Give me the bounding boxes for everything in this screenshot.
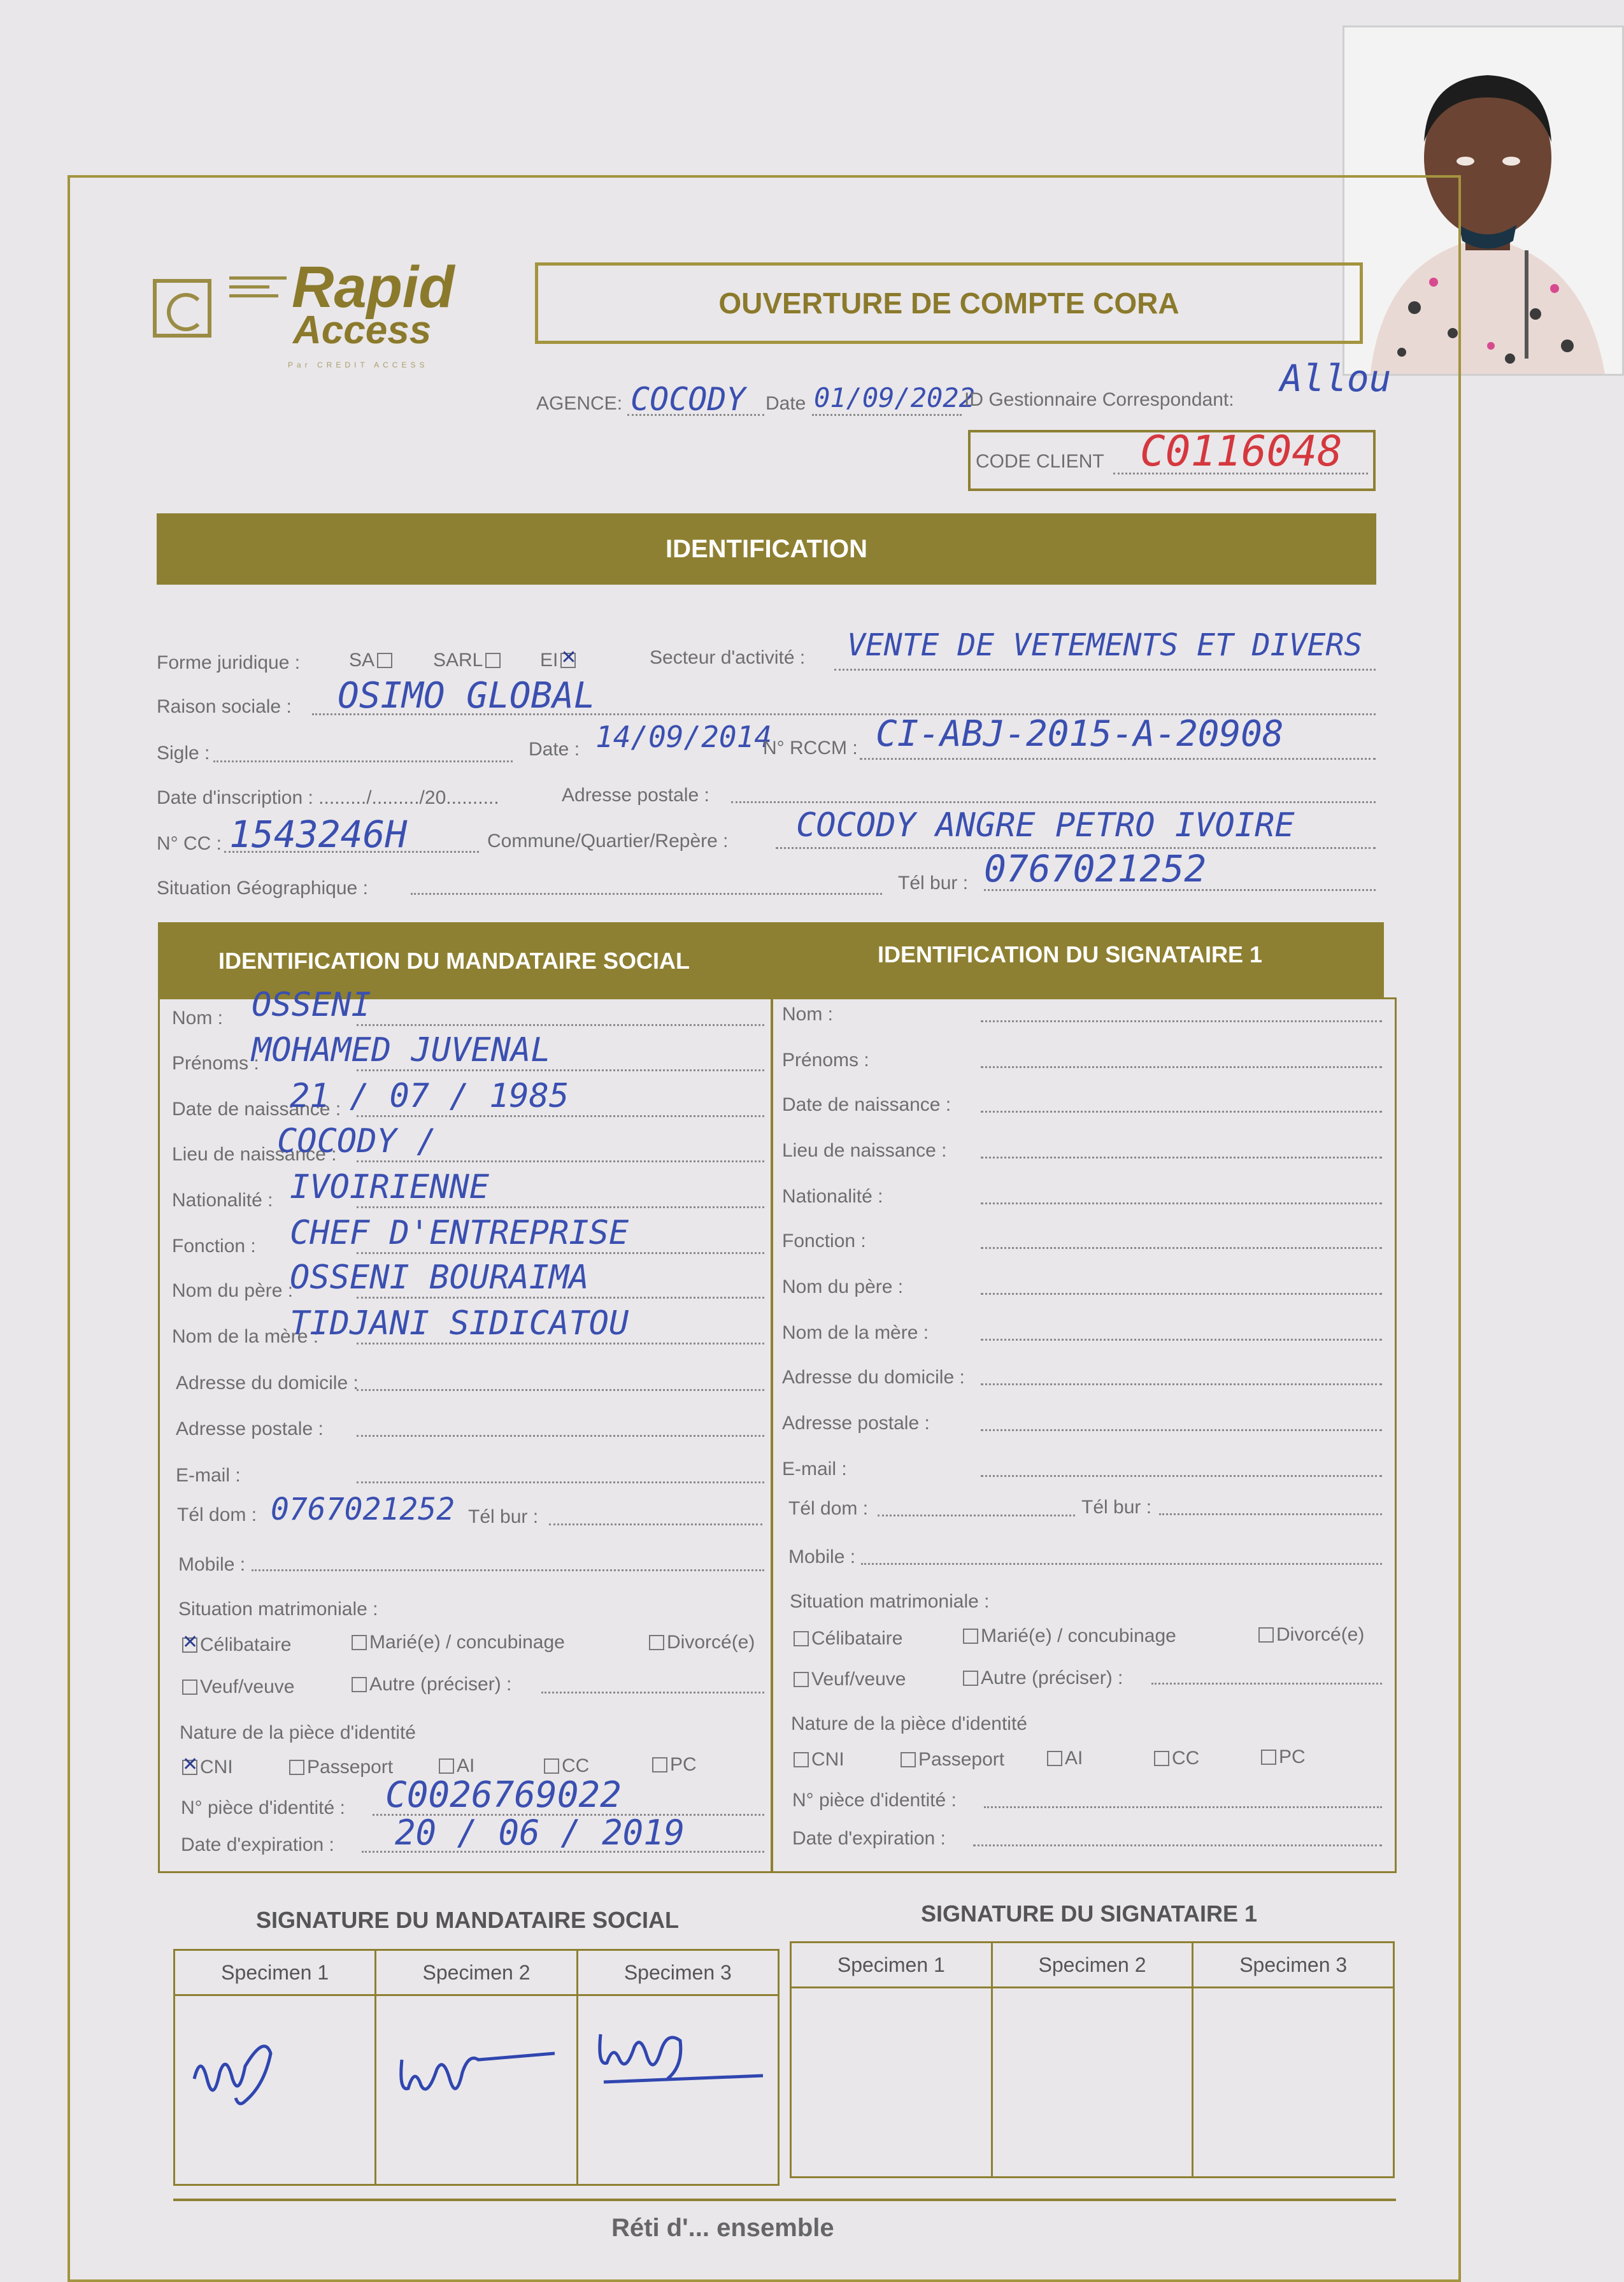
mand-field-line (357, 1435, 764, 1437)
mand-field-line (357, 1389, 764, 1391)
situation-geo-line (411, 893, 882, 895)
panel-divider (771, 991, 773, 1873)
mand-field-line (357, 1160, 764, 1162)
mand-opt-ai[interactable]: AI (436, 1755, 474, 1777)
sign-telbur-line (1159, 1513, 1382, 1515)
mand-field-line (357, 1069, 764, 1071)
logo-brand-sub: Par CREDIT ACCESS (288, 360, 429, 369)
mand-field-value[interactable]: OSSENI BOURAIMA (290, 1259, 589, 1297)
mand-opt-celibataire[interactable]: ✕Célibataire (180, 1634, 291, 1656)
sign-expiration-label: Date d'expiration : (792, 1828, 946, 1849)
mand-field-label: E-mail : (176, 1465, 241, 1486)
sign-specimen-1-label: Specimen 1 (792, 1943, 991, 1988)
sign-checkbox-ai[interactable] (1047, 1751, 1062, 1766)
sign-specimen-2[interactable] (993, 1943, 1194, 2176)
sign-teldom-label: Tél dom : (788, 1498, 869, 1519)
forme-option-sarl[interactable]: SARL (433, 650, 503, 671)
mand-field-label: Lieu de naissance : (172, 1144, 337, 1165)
sign-checkbox-autre[interactable] (963, 1671, 978, 1686)
signataire-heading: IDENTIFICATION DU SIGNATAIRE 1 (878, 941, 1263, 967)
sign-field-line (981, 1247, 1382, 1249)
sign-telbur-label: Tél bur : (1081, 1497, 1152, 1518)
checkbox-sa[interactable] (377, 653, 392, 668)
sign-opt-cni[interactable]: CNI (791, 1749, 844, 1771)
mand-opt-autre[interactable]: Autre (préciser) : (349, 1674, 511, 1695)
sign-npiece-label: N° pièce d'identité : (792, 1790, 957, 1811)
sign-field-line (981, 1111, 1382, 1113)
mand-piece-label: Nature de la pièce d'identité (180, 1722, 416, 1743)
mand-mobile-label: Mobile : (178, 1554, 246, 1575)
sign-opt-marie[interactable]: Marié(e) / concubinage (960, 1625, 1176, 1647)
mand-checkbox-cc[interactable] (544, 1758, 559, 1774)
forme-juridique-label: Forme juridique : (157, 652, 301, 673)
sign-opt-divorce[interactable]: Divorcé(e) (1256, 1624, 1364, 1646)
raison-sociale-value[interactable]: OSIMO GLOBAL (338, 675, 595, 717)
commune-value[interactable]: COCODY ANGRE PETRO IVOIRE (796, 806, 1295, 845)
sign-expiration-line (973, 1844, 1382, 1846)
date-creation-value[interactable]: 14/09/2014 (595, 720, 772, 754)
mand-field-label: Nationalité : (172, 1190, 273, 1211)
signataire-signature-title: SIGNATURE DU SIGNATAIRE 1 (921, 1900, 1258, 1927)
mand-field-value[interactable]: 21 / 07 / 1985 (290, 1077, 569, 1115)
mand-opt-passeport[interactable]: Passeport (287, 1757, 393, 1778)
sign-field-label: Fonction : (782, 1230, 866, 1252)
mand-specimen-2-label: Specimen 2 (376, 1951, 576, 1996)
secteur-line (834, 669, 1376, 671)
sign-specimen-3-label: Specimen 3 (1193, 1943, 1393, 1988)
mand-checkbox-passeport[interactable] (289, 1760, 304, 1775)
mand-field-label: Adresse du domicile : (176, 1373, 359, 1394)
sign-field-label: E-mail : (782, 1458, 847, 1480)
mand-field-label: Prénoms : (172, 1053, 259, 1074)
signataire-signature-table (790, 1941, 1395, 2178)
mand-field-label: Nom : (172, 1008, 224, 1029)
telbur-label: Tél bur : (898, 873, 969, 894)
secteur-value[interactable]: VENTE DE VETEMENTS ET DIVERS (847, 627, 1363, 663)
mand-field-value[interactable]: TIDJANI SIDICATOU (290, 1304, 629, 1343)
sign-specimen-2-label: Specimen 2 (993, 1943, 1192, 1988)
sign-field-line (981, 1066, 1382, 1068)
form-title: OUVERTURE DE COMPTE CORA (535, 262, 1363, 344)
date-creation-label: Date : (529, 739, 580, 760)
ncc-label: N° CC : (157, 833, 222, 854)
mand-field-label: Adresse postale : (176, 1418, 324, 1439)
mand-npiece-label: N° pièce d'identité : (181, 1797, 345, 1818)
mand-field-value[interactable]: CHEF D'ENTREPRISE (290, 1214, 629, 1252)
identification-bar: IDENTIFICATION (157, 513, 1376, 585)
secteur-label: Secteur d'activité : (650, 647, 806, 668)
date-label: Date (766, 393, 806, 414)
ncc-value[interactable]: 1543246H (229, 813, 408, 856)
agence-label: AGENCE: (536, 393, 623, 414)
mand-field-value[interactable]: OSSENI (252, 986, 371, 1024)
sign-field-label: Nom : (782, 1004, 834, 1025)
sign-field-label: Nationalité : (782, 1186, 883, 1207)
mandataire-signature-title: SIGNATURE DU MANDATAIRE SOCIAL (256, 1907, 679, 1933)
sign-specimen-3[interactable] (1193, 1943, 1393, 2176)
sign-field-label: Lieu de naissance : (782, 1140, 947, 1161)
sign-field-label: Nom de la mère : (782, 1322, 929, 1343)
date-value[interactable]: 01/09/2022 (814, 382, 975, 413)
mand-telbur-label: Tél bur : (468, 1506, 539, 1527)
mand-opt-marie[interactable]: Marié(e) / concubinage (349, 1632, 565, 1653)
mand-checkbox-autre[interactable] (352, 1677, 367, 1692)
mand-teldom-value[interactable]: 0767021252 (271, 1492, 455, 1527)
mand-specimen-1-label: Specimen 1 (175, 1951, 374, 1996)
sign-field-line (981, 1020, 1382, 1022)
mand-field-value[interactable]: COCODY / (277, 1122, 437, 1160)
mand-checkbox-marie[interactable] (352, 1635, 367, 1650)
footer-rule (173, 2199, 1396, 2201)
mand-npiece-value[interactable]: C0026769022 (385, 1774, 622, 1816)
sign-field-line (981, 1157, 1382, 1159)
mand-field-value[interactable]: IVOIRIENNE (290, 1168, 490, 1206)
sign-field-line (981, 1293, 1382, 1295)
agence-value[interactable]: COCODY (630, 381, 746, 418)
sigle-line (213, 760, 513, 762)
sign-piece-label: Nature de la pièce d'identité (791, 1713, 1027, 1734)
sign-field-line (981, 1383, 1382, 1385)
mand-signature-2 (376, 1996, 567, 2187)
sign-field-line (981, 1339, 1382, 1341)
sign-checkbox-divorce[interactable] (1258, 1627, 1274, 1643)
mand-field-line (357, 1115, 764, 1117)
checkbox-ei[interactable] (560, 653, 576, 668)
raison-sociale-label: Raison sociale : (157, 696, 292, 717)
sign-checkbox-pc[interactable] (1261, 1750, 1276, 1765)
mand-field-line (357, 1343, 764, 1344)
sign-checkbox-passeport[interactable] (901, 1752, 916, 1767)
sign-opt-celibataire[interactable]: Célibataire (791, 1628, 902, 1650)
mandataire-heading: IDENTIFICATION DU MANDATAIRE SOCIAL (218, 948, 690, 974)
date-inscription-label: Date d'inscription : ........./........./20.......... (157, 787, 499, 808)
mand-field-value[interactable]: MOHAMED JUVENAL (252, 1031, 551, 1069)
code-client-label: CODE CLIENT (976, 451, 1104, 472)
mand-teldom-label: Tél dom : (177, 1504, 257, 1525)
sign-mobile-label: Mobile : (788, 1546, 856, 1567)
situation-geo-label: Situation Géographique : (157, 878, 368, 899)
mand-specimen-1[interactable] (175, 1951, 376, 2184)
sign-checkbox-veuf[interactable] (794, 1672, 809, 1687)
sigle-label: Sigle : (157, 743, 210, 764)
logo-brand-line2: Access (293, 308, 432, 352)
sign-opt-cc[interactable]: CC (1151, 1748, 1199, 1769)
telbur-value[interactable]: 0767021252 (984, 847, 1207, 890)
sign-teldom-line (878, 1515, 1075, 1516)
mand-field-label: Date de naissance : (172, 1099, 341, 1120)
code-client-value[interactable]: C0116048 (1140, 427, 1343, 476)
mand-mobile-line (252, 1569, 764, 1571)
sign-npiece-line (984, 1806, 1382, 1808)
mand-expiration-value[interactable]: 20 / 06 / 2019 (395, 1813, 685, 1853)
gestionnaire-label: ID Gestionnaire Correspondant: (964, 389, 1234, 410)
footer-partial-text: Réti d'... ensemble (611, 2214, 834, 2242)
sign-matrimoniale-label: Situation matrimoniale : (790, 1591, 990, 1612)
rccm-label: N° RCCM : (763, 738, 858, 759)
rccm-line (860, 758, 1376, 760)
sign-opt-ai[interactable]: AI (1044, 1748, 1083, 1769)
mand-signature-3 (578, 1996, 769, 2187)
mand-field-label: Fonction : (172, 1236, 256, 1257)
mand-matrimoniale-label: Situation matrimoniale : (178, 1599, 378, 1620)
sign-opt-veuf[interactable]: Veuf/veuve (791, 1669, 906, 1690)
adresse-postale-line (731, 801, 1376, 803)
mand-signature-1 (175, 1996, 366, 2187)
sign-field-line (981, 1202, 1382, 1204)
forme-option-sa[interactable]: SA (349, 650, 395, 671)
mand-specimen-3[interactable] (578, 1951, 778, 2184)
sign-field-label: Prénoms : (782, 1050, 869, 1071)
sign-field-line (981, 1429, 1382, 1431)
sign-specimen-1[interactable] (792, 1943, 993, 2176)
mand-opt-pc[interactable]: PC (650, 1754, 697, 1776)
mand-expiration-label: Date d'expiration : (181, 1834, 334, 1855)
mand-field-label: Nom du père : (172, 1280, 294, 1301)
mand-opt-divorce[interactable]: Divorcé(e) (646, 1632, 755, 1653)
mand-field-line (357, 1297, 764, 1299)
gestionnaire-value[interactable]: Allou (1280, 357, 1392, 400)
mand-opt-cc[interactable]: CC (541, 1755, 589, 1777)
mand-telbur-line (549, 1523, 762, 1525)
rccm-value[interactable]: CI-ABJ-2015-A-20908 (876, 713, 1284, 755)
mand-checkbox-divorce[interactable] (649, 1635, 664, 1650)
sign-opt-passeport[interactable]: Passeport (898, 1749, 1004, 1771)
mand-autre-line (541, 1692, 764, 1694)
commune-label: Commune/Quartier/Repère : (487, 831, 729, 852)
mand-field-line (357, 1024, 764, 1026)
mand-specimen-2[interactable] (376, 1951, 578, 2184)
sign-checkbox-celibataire[interactable] (794, 1631, 809, 1646)
mand-opt-veuf[interactable]: Veuf/veuve (180, 1676, 294, 1698)
sign-field-label: Date de naissance : (782, 1094, 951, 1115)
date-line (812, 414, 962, 416)
mand-field-line (357, 1481, 764, 1483)
mand-checkbox-veuf[interactable] (182, 1679, 197, 1695)
sign-opt-pc[interactable]: PC (1258, 1746, 1306, 1768)
sign-checkbox-cni[interactable] (794, 1752, 809, 1767)
mand-field-line (357, 1252, 764, 1254)
mand-opt-cni[interactable]: ✕CNI (180, 1757, 233, 1778)
sign-field-label: Nom du père : (782, 1276, 904, 1297)
forme-option-ei[interactable]: EI✕ (540, 650, 578, 671)
mandataire-signature-table (173, 1949, 780, 2186)
checkbox-sarl[interactable] (485, 653, 501, 668)
mand-specimen-3-label: Specimen 3 (578, 1951, 778, 1996)
mand-checkbox-pc[interactable] (652, 1757, 667, 1772)
sign-field-label: Adresse postale : (782, 1413, 930, 1434)
sign-opt-autre[interactable]: Autre (préciser) : (960, 1667, 1123, 1689)
mand-checkbox-celibataire[interactable] (182, 1637, 197, 1653)
sign-autre-line (1151, 1683, 1382, 1685)
mand-checkbox-ai[interactable] (439, 1758, 454, 1774)
mand-checkbox-cni[interactable] (182, 1760, 197, 1775)
sign-mobile-line (861, 1563, 1382, 1565)
mand-field-label: Nom de la mère : (172, 1326, 319, 1347)
sign-checkbox-cc[interactable] (1154, 1751, 1169, 1766)
sign-field-label: Adresse du domicile : (782, 1367, 965, 1388)
sign-field-line (981, 1475, 1382, 1477)
sign-checkbox-marie[interactable] (963, 1629, 978, 1644)
adresse-postale-label: Adresse postale : (562, 785, 709, 806)
logo-brand-line1: Rapid (292, 255, 455, 320)
mand-field-line (357, 1206, 764, 1208)
